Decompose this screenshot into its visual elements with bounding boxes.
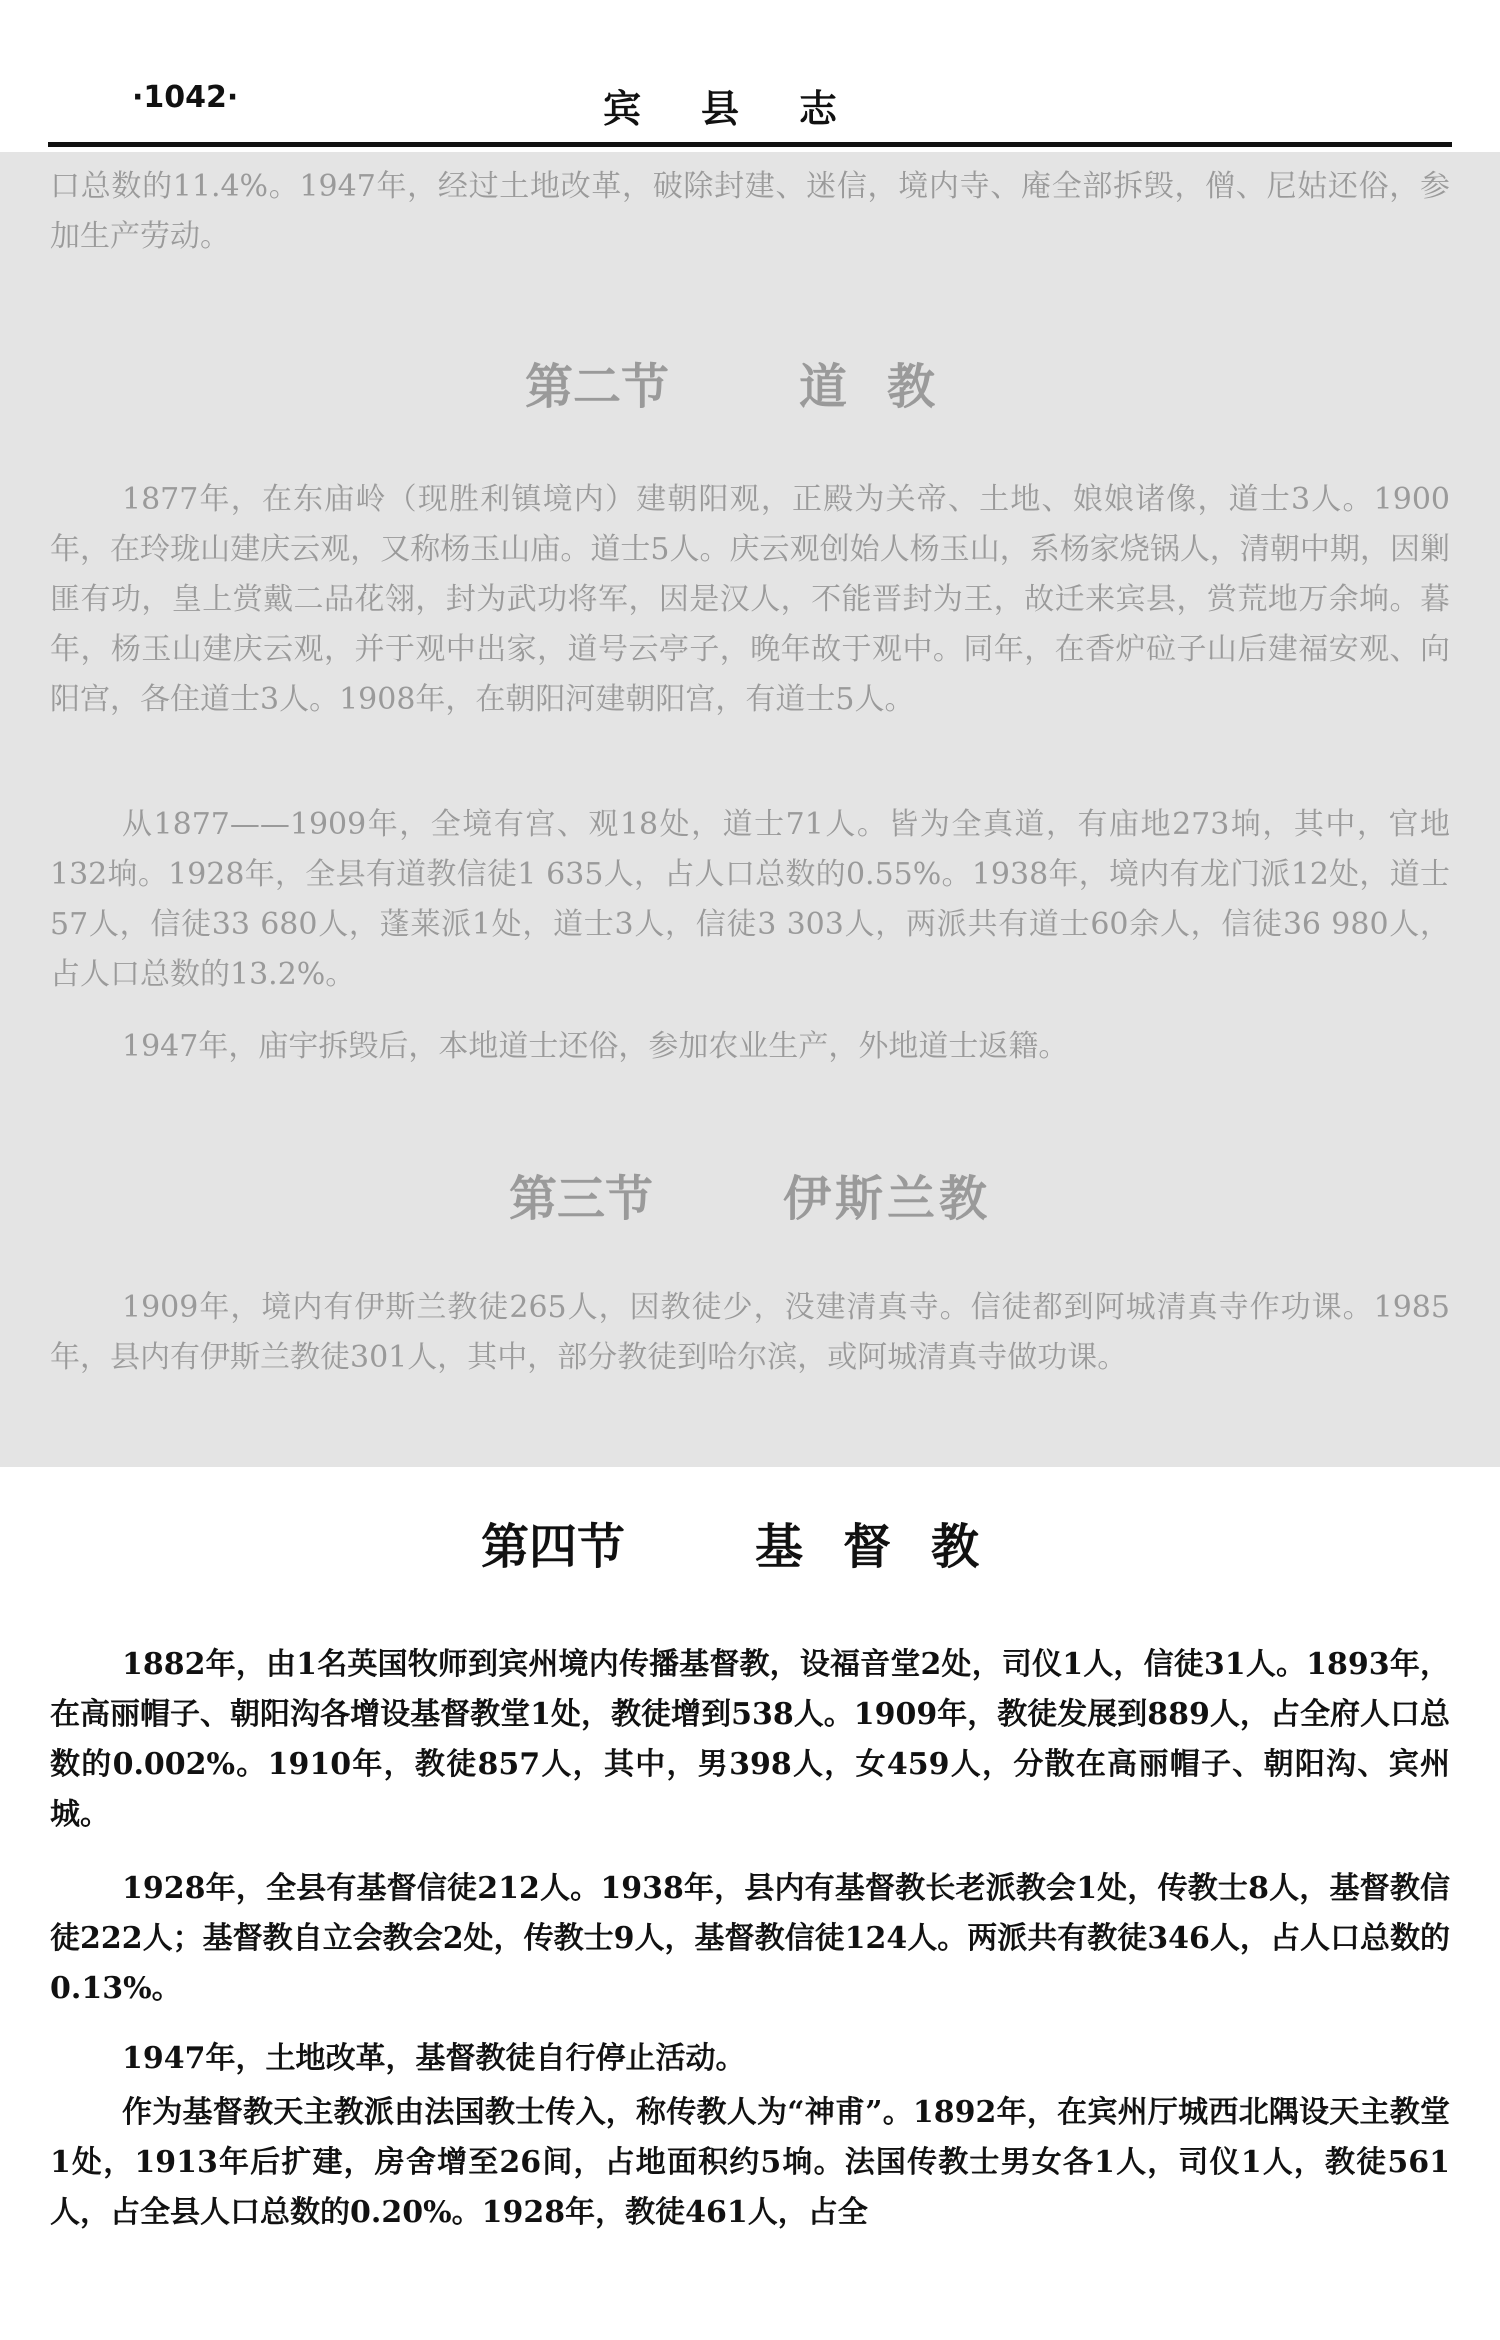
- section-3-number: 第三节: [508, 1171, 653, 1227]
- section-3-paragraph-1: 1909年，境内有伊斯兰教徒265人，因教徒少，没建清真寺。信徒都到阿城清真寺作功课。1985年，县内有伊斯兰教徒301人，其中，部分教徒到哈尔滨，或阿城清真寺做功课。: [50, 1290, 1450, 1375]
- section-4-number: 第四节: [480, 1519, 625, 1575]
- section-4-paragraph-2: 1928年，全县有基督信徒212人。1938年，县内有基督教长老派教会1处，传教士8人，基督教信徒222人；基督教自立会教会2处，传教士9人，基督教信徒124人。两派共有教徒346人，占人口总数的0.13%。: [50, 1871, 1450, 2006]
- section-3-title: 伊斯兰教: [783, 1171, 992, 1227]
- page-number: ·1042·: [132, 80, 239, 115]
- section-2-title: 道教: [799, 359, 976, 415]
- section-4-paragraph-4: 作为基督教天主教派由法国教士传入，称传教人为“神甫”。1892年，在宾州厅城西北隅设天主教堂1处，1913年后扩建，房舍增至26间，占地面积约5垧。法国传教士男女各1人，司仪1人，教徒561人，占全县人口总数的0.20%。1928年，教徒461人，占全: [50, 2095, 1450, 2230]
- section-4-title: 基督教: [755, 1519, 1020, 1575]
- intro-paragraph: 口总数的11.4%。1947年，经过土地改革，破除封建、迷信，境内寺、庵全部拆毁，僧、尼姑还俗，参加生产劳动。: [50, 169, 1450, 254]
- section-2-paragraph-2: 从1877——1909年，全境有宫、观18处，道士71人。皆为全真道，有庙地273垧，其中，官地132垧。1928年，全县有道教信徒1 635人，占人口总数的0.55%。1938年，境内有龙门派12处，道士57人，信徒33 680人，蓬莱派1处，道士3人，信徒3 303人，两派共有道士60余人，信徒36 980人，占人口总数的13.2%。: [50, 807, 1450, 992]
- section-2-heading: [0, 348, 1500, 417]
- section-4-heading: [0, 1508, 1500, 1577]
- section-2-paragraph-1: 1877年，在东庙岭（现胜利镇境内）建朝阳观，正殿为关帝、土地、娘娘诸像，道士3人。1900年，在玲珑山建庆云观，又称杨玉山庙。道士5人。庆云观创始人杨玉山，系杨家烧锅人，清朝中期，因剿匪有功，皇上赏戴二品花翎，封为武功将军，因是汉人，不能晋封为王，故迁来宾县，赏荒地万余垧。暮年，杨玉山建庆云观，并于观中出家，道号云亭子，晚年故于观中。同年，在香炉砬子山后建福安观、向阳宫，各住道士3人。1908年，在朝阳河建朝阳宫，有道士5人。: [50, 482, 1450, 717]
- book-title: 宾县志: [602, 87, 897, 131]
- section-4-paragraph-3: 1947年，土地改革，基督教徒自行停止活动。: [122, 2041, 746, 2076]
- section-4-paragraph-1: 1882年，由1名英国牧师到宾州境内传播基督教，设福音堂2处，司仪1人，信徒31人。1893年，在高丽帽子、朝阳沟各增设基督教堂1处，教徒增到538人。1909年，教徒发展到889人，占全府人口总数的0.002%。1910年，教徒857人，其中，男398人，女459人，分散在高丽帽子、朝阳沟、宾州城。: [50, 1647, 1450, 1832]
- section-3-heading: [0, 1160, 1500, 1229]
- section-2-paragraph-3: 1947年，庙宇拆毁后，本地道士还俗，参加农业生产，外地道士返籍。: [122, 1029, 1069, 1064]
- section-2-number: 第二节: [524, 359, 669, 415]
